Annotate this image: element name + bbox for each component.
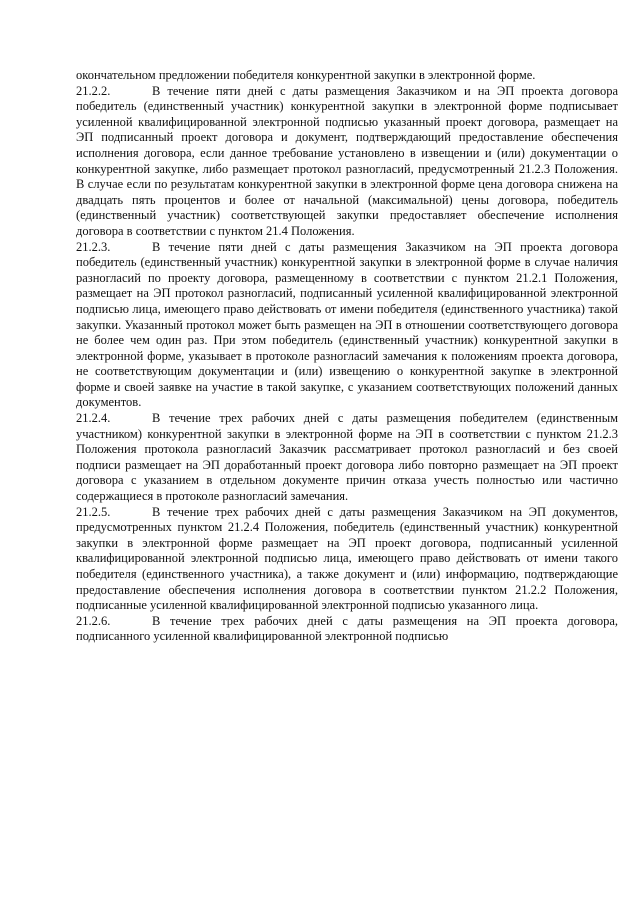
clause-text: В течение пяти дней с даты размещения Заказчиком на ЭП проекта договора победитель (единственный участник) конкурентной закупки в электронной форме в случае наличия разногласий по проекту договора, размещенному в соответствии с пунктом 21.2.1 Положения, размещает на ЭП протокол разногласий, подписанный усиленной квалифицированной электронной подписью лица, имеющего право действовать от имени победителя (единственного участника) такой закупки. Указанный протокол может быть размещен на ЭП в отношении соответствующего договора не более чем один раз. При этом победитель (единственный участник) конкурентной закупки в электронной форме, указывает в протоколе разногласий замечания к положениям проекта договора, не соответствующим документации и (или) извещению о конкурентной закупке в электронной форме и своей заявке на участие в такой закупке, с указанием соответствующих положений данных документов. <box>76 239 618 410</box>
clause-number: 21.2.2. <box>76 83 111 98</box>
clause-21-2-5 <box>76 505 618 614</box>
clause-number: 21.2.3. <box>76 239 111 254</box>
clause-number: 21.2.5. <box>76 504 111 519</box>
clause-text: В течение трех рабочих дней с даты размещения Заказчиком на ЭП документов, предусмотренных пунктом 21.2.4 Положения, победитель (единственный участник) конкурентной закупки в электронной форме размещает на ЭП проект договора, подписанный усиленной квалифицированной электронной подписью лица, имеющего право действовать от имени такого победителя (единственного участника), а также документ и (или) информацию, подтверждающие предоставление обеспечения исполнения договора в соответствии пунктом 21.2.2 Положения, подписанные усиленной квалифицированной электронной подписью указанного лица. <box>76 504 618 613</box>
clause-text: В течение пяти дней с даты размещения Заказчиком и на ЭП проекта договора победитель (единственный участник) конкурентной закупки в электронной форме подписывает усиленной квалифицированной электронной подписью указанный проект договора, размещает на ЭП подписанный проект договора и документ, подтверждающий предоставление обеспечения исполнения договора, если данное требование установлено в извещении и (или) документации о конкурентной закупке, либо размещает протокол разногласий, предусмотренный 21.2.3 Положения. В случае если по результатам конкурентной закупки в электронной форме цена договора снижена на двадцать пять процентов и более от начальной (максимальной) цены договора, победитель (единственный участник) соответствующей закупки предоставляет обеспечение исполнения договора в соответствии с пунктом 21.4 Положения. <box>76 83 618 238</box>
clause-21-2-2 <box>76 84 618 240</box>
clause-number: 21.2.4. <box>76 411 111 426</box>
clause-text: В течение трех рабочих дней с даты размещения победителем (единственным участником) конкурентной закупки в электронной форме на ЭП в соответствии с пунктом 21.2.3 Положения протокола разногласий Заказчик рассматривает протокол разногласий и без своей подписи размещает на ЭП доработанный проект договора либо повторно размещает на ЭП проект договора с указанием в отдельном документе причин отказа учесть полностью или частично содержащиеся в протоколе разногласий замечания. <box>76 411 618 504</box>
clause-number: 21.2.6. <box>76 613 111 628</box>
clause-text: В течение трех рабочих дней с даты размещения на ЭП проекта договора, подписанного усиленной квалифицированной электронной подписью <box>76 613 618 644</box>
clause-21-2-4 <box>76 411 618 505</box>
intro-paragraph: окончательном предложении победителя конкурентной закупки в электронной форме. <box>76 68 536 82</box>
document-page <box>76 68 618 645</box>
clause-21-2-6 <box>76 614 618 645</box>
clause-21-2-3 <box>76 240 618 412</box>
